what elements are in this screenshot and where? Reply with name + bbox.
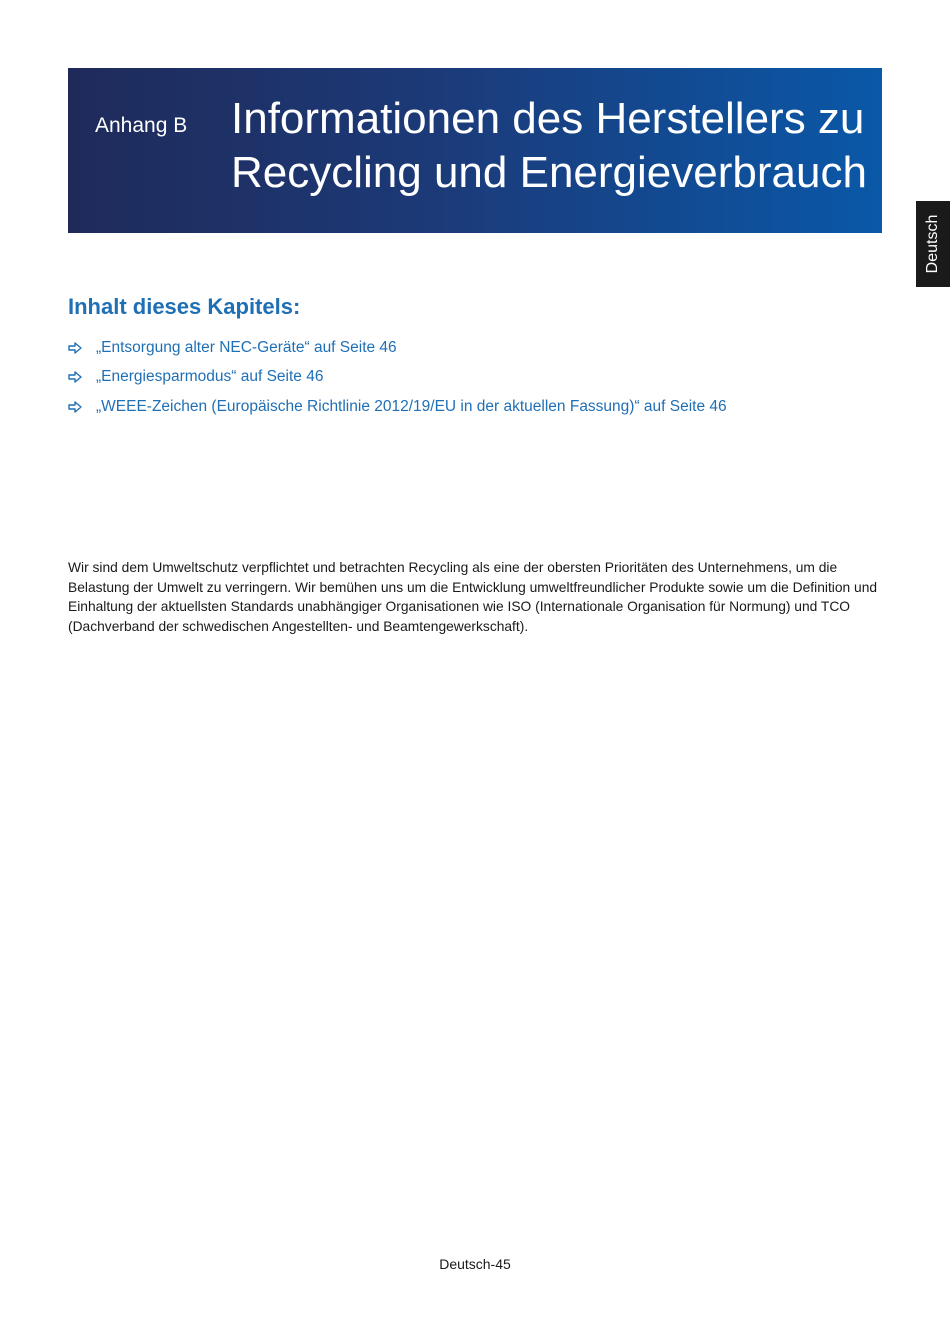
toc-link-label: „Entsorgung alter NEC-Geräte“ auf Seite 46: [96, 338, 397, 356]
page-number: Deutsch-45: [439, 1256, 511, 1272]
chapter-header-banner: [68, 68, 882, 233]
language-side-tab-label: Deutsch: [924, 214, 941, 274]
chapter-title-line-2: Recycling und Energieverbrauch: [231, 148, 867, 197]
chapter-title: [231, 92, 871, 200]
toc-heading: Inhalt dieses Kapitels:: [68, 294, 301, 319]
language-side-tab: [916, 201, 950, 287]
toc-list: [68, 333, 727, 422]
arrow-right-outline-icon: [68, 338, 96, 358]
toc-link-weee[interactable]: [68, 392, 727, 422]
toc-link-label: „WEEE-Zeichen (Europäische Richtlinie 2012/19/EU in der aktuellen Fassung)“ auf Seite 46: [96, 397, 727, 415]
arrow-right-outline-icon: [68, 367, 96, 387]
intro-paragraph: Wir sind dem Umweltschutz verpflichtet und betrachten Recycling als eine der obersten Prioritäten des Unternehmens, um die Belastung der Umwelt zu verringern. Wir bemühen uns um die Entwicklung umweltfreundlicher Produkte sowie um die Definition und Einhaltung der aktuellsten Standards unabhängiger Organisationen wie ISO (Internationale Organisation für Normung) und TCO (Dachverband der schwedischen Angestellten- und Beamtengewerkschaft).: [68, 560, 878, 634]
toc-link-power-saving[interactable]: [68, 363, 727, 393]
toc-link-disposal[interactable]: [68, 333, 727, 363]
chapter-title-line-1: Informationen des Herstellers zu: [231, 94, 865, 143]
appendix-label: Anhang B: [95, 114, 188, 137]
toc-link-label: „Energiesparmodus“ auf Seite 46: [96, 368, 324, 386]
arrow-right-outline-icon: [68, 397, 96, 417]
